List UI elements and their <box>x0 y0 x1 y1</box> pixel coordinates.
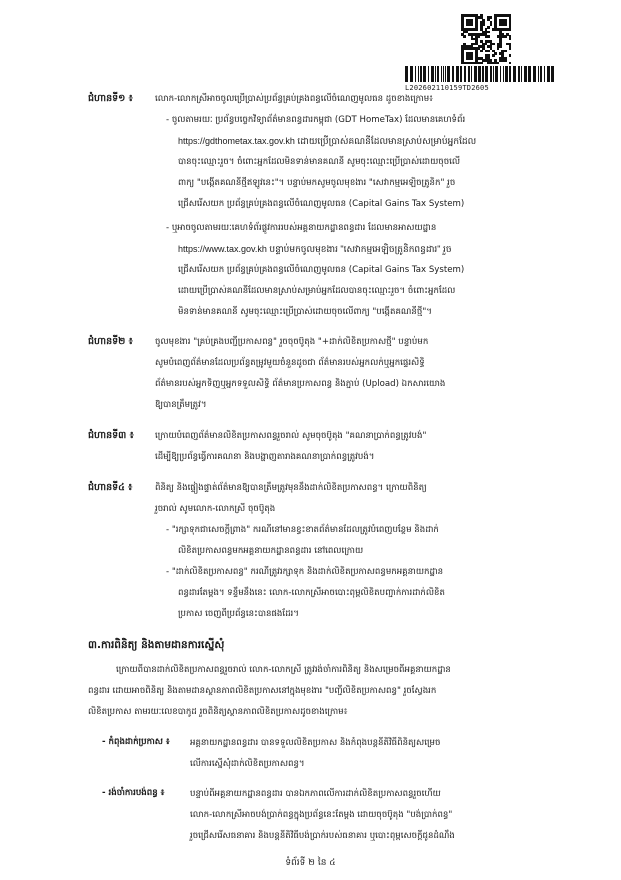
qr-module <box>497 62 500 65</box>
barcode-bar <box>482 66 484 82</box>
barcode-bar <box>544 66 545 82</box>
barcode-bar <box>405 66 408 82</box>
barcode-bar <box>524 66 527 82</box>
qr-module <box>509 28 512 31</box>
qr-module <box>509 54 512 57</box>
qr-module <box>471 24 474 27</box>
step-1-label: ជំហានទី១ ៖ <box>88 93 133 104</box>
qr-module <box>463 35 466 38</box>
step-1-line-11: មិនទាន់មានគណនី សូមចុះឈ្មោះប្រើប្រាស់ដោយចុចលើពាក្យ "បង្កើតគណនីថ្មី"។ <box>178 307 432 317</box>
step-3-label: ជំហានទី៣ ៖ <box>88 430 134 441</box>
barcode-bar <box>518 66 520 82</box>
barcode-bar <box>505 66 508 82</box>
barcode-bar <box>540 66 542 82</box>
step-4-label: ជំហានទី៤ ៖ <box>88 482 133 493</box>
step-2-label: ជំហានទី២ ៖ <box>88 336 133 347</box>
step-1-line-2: - ចូលតាមរយៈ ប្រព័ន្ធបច្ចេកវិទ្យាព័ត៌មានពន្ធដារកម្ពុជា (GDT HomeTax) ដែលមានគេហទំព័រ <box>166 115 466 125</box>
barcode <box>405 66 555 94</box>
section-3-title: ៣.ការពិនិត្យ និងតាមដានការស្នើសុំ <box>88 639 225 651</box>
step-1-line-8: https://www.tax.gov.kh បន្ទាប់មកចូលមុខងារ "សេវាកម្មអេឡិចត្រូនិកពន្ធដារ" រួច <box>178 244 452 254</box>
step-1-line-6: ជ្រើសរើសយក ប្រព័ន្ធគ្រប់គ្រងពន្ធលើចំណេញមូលធន (Capital Gains Tax System) <box>178 199 465 209</box>
qr-module <box>492 43 495 46</box>
barcode-bar <box>478 66 481 82</box>
qr-module <box>475 28 478 31</box>
status-awaiting-line-2: លោក-លោកស្រីអាចបង់ប្រាក់ពន្ធក្នុងប្រព័ន្ធនេះតែម្តង ដោយចុចប៊ូតុង "បង់ប្រាក់ពន្ធ" <box>190 810 453 820</box>
barcode-bar <box>460 66 462 82</box>
barcode-bar <box>423 66 426 82</box>
qr-module <box>504 24 507 27</box>
qr-module <box>504 35 507 38</box>
step-4-line-5: - "ដាក់លិខិតប្រកាសពន្ធ" ករណីត្រូវរក្សាទុក និងដាក់លិខិតប្រកាសពន្ធមកអគ្គនាយកដ្ឋាន <box>166 567 444 577</box>
barcode-bar <box>528 66 531 82</box>
qr-module <box>494 52 497 55</box>
step-2-line-3: ព័ត៌មានរបស់អ្នកទិញឬអ្នកទទួលសិទ្ធិ ព័ត៌មានប្រកាសពន្ធ និងភ្ជាប់ (Upload) ឯកសារយោង <box>155 379 446 389</box>
section-3-intro-3: លិខិតប្រកាស តាមរយៈលេខបាកូដ រួចពិនិត្យស្ថានភាពលិខិតប្រកាសដូចខាងក្រោម៖ <box>88 707 348 717</box>
qr-module <box>504 50 507 53</box>
barcode-bar <box>547 66 550 82</box>
barcode-bar <box>447 66 450 82</box>
barcode-bar <box>521 66 522 82</box>
step-4-line-6: ពន្ធដារតែម្តង។ ទន្ទឹមនឹងនេះ លោក-លោកស្រីអាចបោះពុម្ពលិខិតបញ្ជាក់ការដាក់លិខិត <box>178 588 445 598</box>
status-submitting-line-1: អគ្គនាយកដ្ឋានពន្ធដារ បានទទួលលិខិតប្រកាស និងកំពុងបន្តនីតិវិធីពិនិត្យសម្រេច <box>190 738 441 748</box>
status-submitting-line-2: លើការស្នើសុំដាក់លិខិតប្រកាសពន្ធ។ <box>190 759 305 769</box>
qr-module <box>490 24 493 27</box>
barcode-bar <box>464 66 466 82</box>
qr-module <box>509 38 512 41</box>
step-1-line-4: បានចុះឈ្មោះរួច។ ចំពោះអ្នកដែលមិនទាន់មានគណនី សូមចុះឈ្មោះប្រើប្រាស់ដោយចុចលើ <box>178 157 461 167</box>
qr-module <box>492 54 495 57</box>
qr-module <box>480 50 483 53</box>
qr-module <box>480 62 483 65</box>
qr-module <box>499 45 502 48</box>
step-4-line-4: លិខិតប្រកាសពន្ធមកអគ្គនាយកដ្ឋានពន្ធដារ នៅពេលក្រោយ <box>178 546 364 556</box>
barcode-bar <box>551 66 554 82</box>
barcode-bar <box>418 66 419 82</box>
qr-module <box>490 16 493 19</box>
section-3-intro-2: ពន្ធដារ ដោយអាចពិនិត្យ និងតាមដានស្ថានភាពលិខិតប្រកាសនៅក្នុងមុខងារ "បញ្ជីលិខិតប្រកាសពន្ធ" រួចស្វែងរក <box>88 686 437 696</box>
barcode-bar <box>533 66 536 82</box>
step-1-line-1: លោក-លោកស្រីអាចចូលប្រើប្រាស់ប្រព័ន្ធគ្រប់គ្រងពន្ធលើចំណេញមូលធន ដូចខាងក្រោម៖ <box>155 94 434 104</box>
qr-module <box>487 50 490 53</box>
step-1-line-9: ជ្រើសរើសយក ប្រព័ន្ធគ្រប់គ្រងពន្ធលើចំណេញមូលធន (Capital Gains Tax System) <box>178 265 465 275</box>
step-1-line-7: - ឬអាចចូលតាមរយៈគេហទំព័រផ្លូវការរបស់អគ្គនាយកដ្ឋានពន្ធដារ ដែលមានអាសយដ្ឋាន <box>166 223 437 233</box>
barcode-bar <box>410 66 413 82</box>
qr-module <box>509 62 512 65</box>
status-term-awaiting-payment: - រង់ចាំការបង់ពន្ធ ៖ <box>102 788 165 798</box>
qr-module <box>487 31 490 34</box>
barcode-bar <box>468 66 470 82</box>
step-4-line-7: ប្រកាស ចេញពីប្រព័ន្ធនេះបានផងដែរ។ <box>178 609 299 619</box>
status-term-submitting: - កំពុងដាក់ប្រកាស ៖ <box>102 737 170 747</box>
barcode-bar <box>471 66 472 82</box>
barcode-bar <box>445 66 446 82</box>
barcode-bar <box>503 66 504 82</box>
step-3-line-2: ដើម្បីឱ្យប្រព័ន្ធធ្វើការគណនា និងបង្ហាញតារាងគណនាប្រាក់ពន្ធត្រូវបង់។ <box>155 452 375 462</box>
barcode-bar <box>441 66 442 82</box>
qr-code-icon <box>461 14 511 64</box>
qr-module <box>497 47 500 50</box>
qr-module <box>487 35 490 38</box>
document-code: L202602110159TD2605 <box>405 84 489 92</box>
step-1-line-5: ពាក្យ "បង្កើតគណនីថ្មីឥឡូវនេះ"។ បន្ទាប់មកសូមចូលមុខងារ "សេវាកម្មអេឡិចត្រូនិក" រួច <box>178 178 456 188</box>
step-4-line-1: ពិនិត្យ និងផ្ទៀងផ្ទាត់ព័ត៌មានឱ្យបានត្រឹមត្រូវមុននឹងដាក់លិខិតប្រកាសពន្ធ។ ក្រោយពិនិត្យ <box>155 483 427 493</box>
barcode-bar <box>500 66 501 82</box>
status-awaiting-line-3: រួចជ្រើសរើសធនាគារ និងបន្តនីតិវិធីបង់ប្រាក់របស់ធនាគារ ឬបោះពុម្ពសេចក្តីជូនដំណឹង <box>190 831 455 841</box>
step-1-line-10: ដោយប្រើប្រាស់គណនីដែលមានស្រាប់សម្រាប់អ្នកដែលបានចុះឈ្មោះរួច។ ចំពោះអ្នកដែល <box>178 286 456 296</box>
step-2-line-2: សូមបំពេញព័ត៌មានដែលប្រព័ន្ធតម្រូវមួយចំនួនដូចជា ព័ត៌មានរបស់អ្នកលក់ឬអ្នកផ្ទេរសិទ្ធិ <box>155 358 425 368</box>
barcode-bar <box>428 66 429 82</box>
barcode-bar <box>538 66 539 82</box>
barcode-bar <box>431 66 434 82</box>
qr-module <box>471 57 474 60</box>
barcode-bar <box>435 66 436 82</box>
step-2-line-4: ឱ្យបានត្រឹមត្រូវ។ <box>155 400 207 410</box>
barcode-bar <box>420 66 422 82</box>
barcode-bar <box>443 66 444 82</box>
barcode-bar <box>485 66 488 82</box>
barcode-bar <box>415 66 416 82</box>
step-4-line-2: រួចរាល់ សូមលោក-លោកស្រី ចុចប៊ូតុង <box>155 504 276 514</box>
barcode-bar <box>493 66 494 82</box>
step-3-line-1: ក្រោយបំពេញព័ត៌មានលិខិតប្រកាសពន្ធរួចរាល់ សូមចុចប៊ូតុង "គណនាប្រាក់ពន្ធត្រូវបង់" <box>155 431 427 441</box>
barcode-bars <box>405 66 555 82</box>
step-2-line-1: ចូលមុខងារ "គ្រប់គ្រងបញ្ជីប្រកាសពន្ធ" រួចចុចប៊ូតុង "+ដាក់លិខិតប្រកាសថ្មី" បន្ទាប់មក <box>155 337 429 347</box>
barcode-bar <box>456 66 459 82</box>
step-1-line-3: https://gdthometax.tax.gov.kh ដោយប្រើប្រាស់គណនីដែលមានស្រាប់សម្រាប់អ្នកដែល <box>178 136 477 146</box>
barcode-bar <box>509 66 511 82</box>
barcode-bar <box>452 66 454 82</box>
barcode-bar <box>513 66 516 82</box>
qr-module <box>487 26 490 29</box>
status-awaiting-line-1: បន្ទាប់ពីអគ្គនាយកដ្ឋានពន្ធដារ បានឯកភាពលើការដាក់លិខិតប្រកាសពន្ធរួចហើយ <box>190 789 441 799</box>
qr-module <box>478 35 481 38</box>
page-number: ទំព័រទី ២ នៃ ៤ <box>285 858 336 868</box>
barcode-bar <box>490 66 492 82</box>
step-4-line-3: - "រក្សាទុកជាសេចក្តីព្រាង" ករណីនៅមានខ្វះខាតព័ត៌មានដែលត្រូវបំពេញបន្ថែម និងដាក់ <box>166 525 439 535</box>
barcode-bar <box>437 66 439 82</box>
qr-module <box>504 59 507 62</box>
section-3-intro-1: ក្រោយពីបានដាក់លិខិតប្រកាសពន្ធរួចរាល់ លោក-លោកស្រី ត្រូវរង់ចាំការពិនិត្យ និងសម្រេចពីអគ្គនាយកដ្ឋាន <box>116 665 451 675</box>
barcode-bar <box>474 66 477 82</box>
qr-module <box>509 47 512 50</box>
barcode-bar <box>495 66 498 82</box>
qr-module <box>482 24 485 27</box>
